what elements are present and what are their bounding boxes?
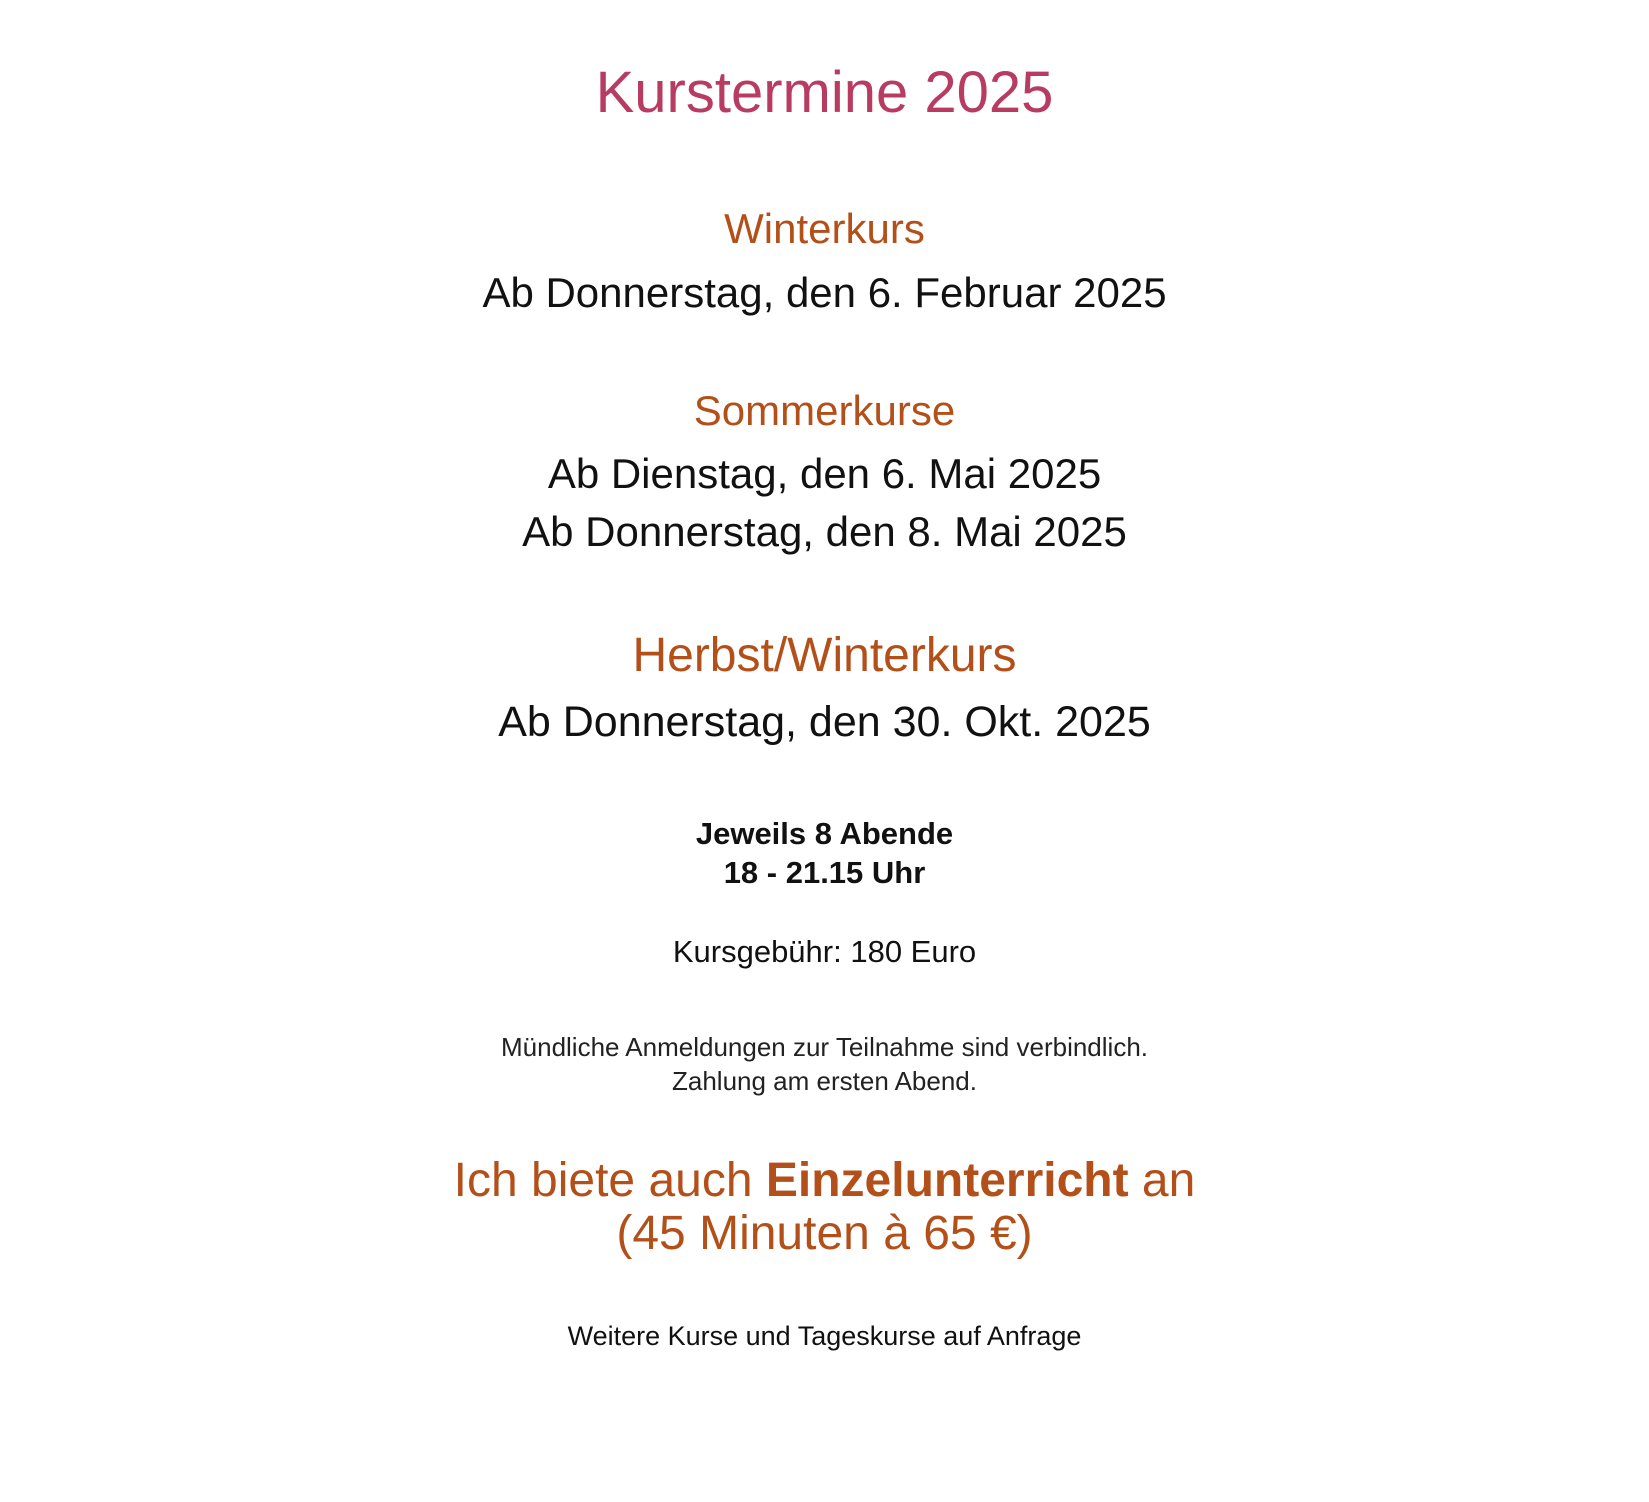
winter-course-heading: Winterkurs [724, 205, 925, 252]
offer-prefix: Ich biete auch [453, 1154, 766, 1207]
evenings-count: Jeweils 8 Abende [695, 816, 954, 851]
winter-course-date: Ab Donnerstag, den 6. Februar 2025 [482, 269, 1167, 316]
page-title: Kurstermine 2025 [595, 60, 1054, 125]
autumn-winter-course-date: Ab Donnerstag, den 30. Okt. 2025 [498, 698, 1151, 746]
registration-note: Mündliche Anmeldungen zur Teilnahme sind verbindlich. [500, 1032, 1149, 1062]
payment-note: Zahlung am ersten Abend. [672, 1066, 977, 1096]
course-fee: Kursgebühr: 180 Euro [672, 934, 977, 969]
private-lesson-price: (45 Minuten à 65 €) [616, 1207, 1033, 1260]
autumn-winter-course-heading: Herbst/Winterkurs [632, 629, 1017, 682]
more-courses-note: Weitere Kurse und Tageskurse auf Anfrage [567, 1321, 1082, 1351]
summer-course-date-1: Ab Dienstag, den 6. Mai 2025 [547, 450, 1102, 497]
summer-course-heading: Sommerkurse [693, 387, 956, 434]
private-lesson-offer [0, 1154, 1649, 1207]
summer-course-date-2: Ab Donnerstag, den 8. Mai 2025 [522, 508, 1127, 555]
offer-highlight: Einzelunterricht [765, 1154, 1129, 1207]
offer-suffix: an [1128, 1154, 1196, 1207]
course-time: 18 - 21.15 Uhr [723, 855, 926, 890]
